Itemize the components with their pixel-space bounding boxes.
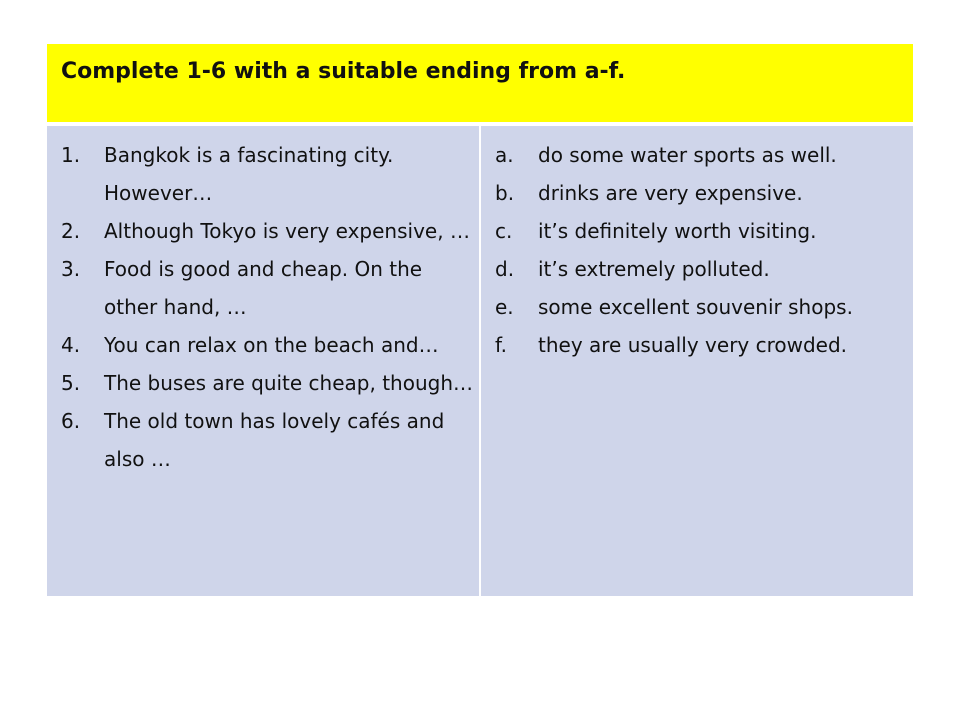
list-marker: 5.	[61, 371, 81, 395]
list-item-text: Bangkok is a fascinating city. However…	[104, 143, 394, 205]
list-item-text: The buses are quite cheap, though…	[104, 371, 474, 395]
list-item	[481, 250, 913, 288]
exercise-instruction: Complete 1-6 with a suitable ending from a-f.	[61, 59, 626, 84]
list-item-text: You can relax on the beach and…	[104, 333, 439, 357]
list-marker: 4.	[61, 333, 81, 357]
list-item-text: they are usually very crowded.	[538, 333, 848, 357]
list-marker: f.	[495, 333, 507, 357]
list-item	[481, 212, 913, 250]
list-item	[47, 326, 479, 364]
right-column-cell	[481, 126, 913, 596]
list-marker: 3.	[61, 257, 81, 281]
list-marker: 1.	[61, 143, 81, 167]
list-item	[481, 326, 913, 364]
list-marker: b.	[495, 181, 515, 205]
list-item-text: do some water sports as well.	[538, 143, 837, 167]
sentence-starts-list	[47, 126, 479, 478]
list-item	[481, 136, 913, 174]
list-marker: 6.	[61, 409, 81, 433]
list-marker: e.	[495, 295, 514, 319]
list-item-text: it’s definitely worth visiting.	[538, 219, 817, 243]
list-item	[47, 136, 479, 212]
list-item	[47, 250, 479, 326]
list-marker: c.	[495, 219, 513, 243]
list-item-text: The old town has lovely cafés and also …	[104, 409, 445, 471]
exercise-table	[47, 44, 913, 596]
list-item	[47, 402, 479, 478]
list-item-text: Although Tokyo is very expensive, …	[104, 219, 470, 243]
list-item	[47, 364, 479, 402]
list-item-text: Food is good and cheap. On the other hand, …	[104, 257, 423, 319]
list-item	[47, 212, 479, 250]
list-item-text: it’s extremely polluted.	[538, 257, 770, 281]
list-marker: d.	[495, 257, 515, 281]
list-marker: a.	[495, 143, 514, 167]
list-item	[481, 288, 913, 326]
left-column-cell	[47, 126, 479, 596]
list-item	[481, 174, 913, 212]
list-item-text: some excellent souvenir shops.	[538, 295, 853, 319]
sentence-endings-list	[481, 126, 913, 364]
table-header-row	[47, 44, 913, 124]
list-item-text: drinks are very expensive.	[538, 181, 803, 205]
list-marker: 2.	[61, 219, 81, 243]
